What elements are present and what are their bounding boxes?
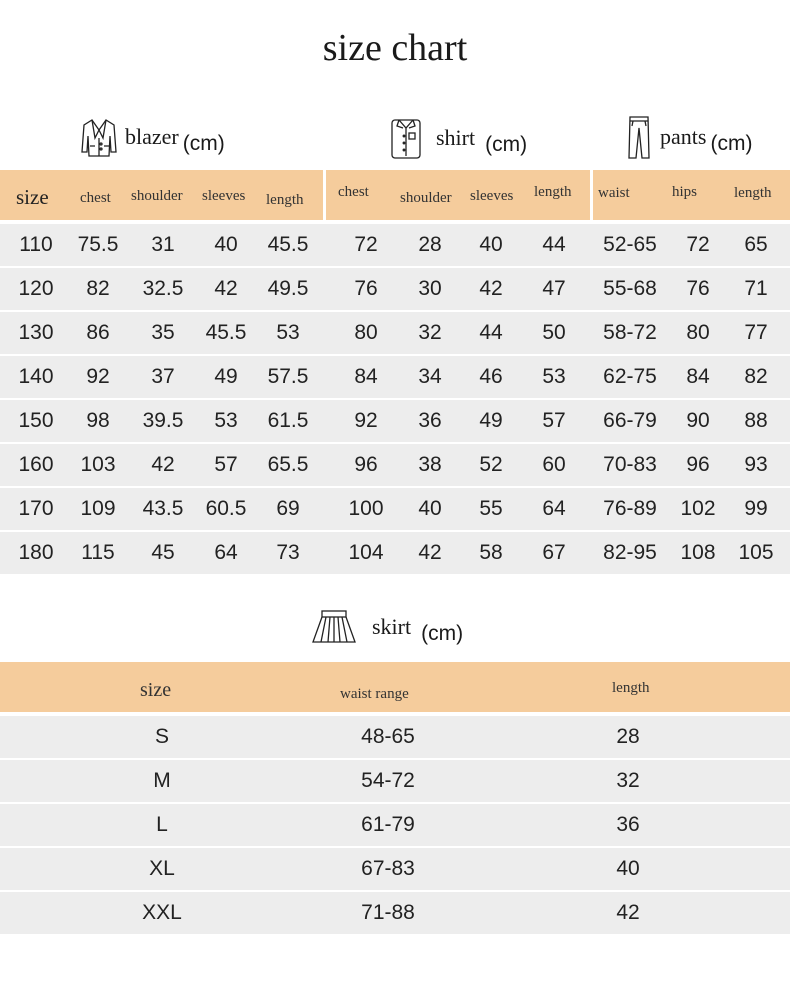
value-cell: 73 <box>276 541 300 564</box>
table-row <box>0 224 790 266</box>
value-cell: 44 <box>542 233 566 256</box>
value-cell: 36 <box>418 409 442 432</box>
value-cell: 62-75 <box>603 365 657 388</box>
value-cell: 61.5 <box>267 409 309 432</box>
value-cell: 49.5 <box>267 277 309 300</box>
blazer-icon <box>78 116 120 158</box>
value-cell: 52 <box>479 453 503 476</box>
skirt-value-cell: 42 <box>616 901 640 924</box>
table-row <box>0 488 790 530</box>
value-cell: 28 <box>418 233 442 256</box>
value-cell: 64 <box>214 541 238 564</box>
skirt-value-cell: 36 <box>616 813 640 836</box>
value-cell: 57 <box>214 453 238 476</box>
header-shirt-shoulder: shoulder <box>400 190 452 206</box>
value-cell: 38 <box>418 453 442 476</box>
value-cell: 96 <box>686 453 710 476</box>
shirt-label: shirt <box>436 125 476 150</box>
value-cell: 44 <box>479 321 503 344</box>
value-cell: 64 <box>542 497 566 520</box>
value-cell: 69 <box>276 497 300 520</box>
value-cell: 108 <box>680 541 716 564</box>
value-cell: 47 <box>542 277 566 300</box>
value-cell: 82 <box>86 277 110 300</box>
skirt-value-cell: 28 <box>616 725 640 748</box>
value-cell: 42 <box>479 277 503 300</box>
skirt-value-cell: 67-83 <box>361 857 415 880</box>
header-blazer-chest: chest <box>80 190 111 206</box>
value-cell: 77 <box>744 321 768 344</box>
size-cell: 140 <box>18 365 54 388</box>
value-cell: 40 <box>214 233 238 256</box>
size-cell: 120 <box>18 277 54 300</box>
value-cell: 60 <box>542 453 566 476</box>
value-cell: 39.5 <box>142 409 184 432</box>
value-cell: 34 <box>418 365 442 388</box>
value-cell: 43.5 <box>142 497 184 520</box>
value-cell: 76 <box>686 277 710 300</box>
skirt-value-cell: 54-72 <box>361 769 415 792</box>
value-cell: 60.5 <box>205 497 247 520</box>
value-cell: 102 <box>680 497 716 520</box>
skirt-unit: (cm) <box>421 622 464 645</box>
value-cell: 46 <box>479 365 503 388</box>
value-cell: 84 <box>686 365 710 388</box>
shirt-icon <box>386 116 426 160</box>
skirt-size-cell: XL <box>149 857 175 880</box>
skirt-value-cell: 32 <box>616 769 640 792</box>
size-cell: 160 <box>18 453 54 476</box>
size-cell: 170 <box>18 497 54 520</box>
value-cell: 50 <box>542 321 566 344</box>
value-cell: 72 <box>686 233 710 256</box>
table-row <box>0 444 790 486</box>
value-cell: 55 <box>479 497 503 520</box>
value-cell: 52-65 <box>603 233 657 256</box>
skirt-size-cell: M <box>153 769 171 792</box>
skirt-header-length: length <box>612 680 650 696</box>
skirt-label: skirt <box>372 614 412 639</box>
value-cell: 82-95 <box>603 541 657 564</box>
value-cell: 92 <box>86 365 110 388</box>
header-size: size <box>16 185 49 209</box>
value-cell: 65 <box>744 233 768 256</box>
value-cell: 57 <box>542 409 566 432</box>
value-cell: 86 <box>86 321 110 344</box>
skirt-row <box>0 804 790 846</box>
value-cell: 109 <box>80 497 116 520</box>
value-cell: 30 <box>418 277 442 300</box>
value-cell: 115 <box>81 541 115 564</box>
shirt-section-title <box>386 116 527 160</box>
skirt-value-cell: 40 <box>616 857 640 880</box>
value-cell: 100 <box>348 497 384 520</box>
header-blazer-sleeves: sleeves <box>202 188 246 204</box>
value-cell: 67 <box>542 541 566 564</box>
value-cell: 76 <box>354 277 378 300</box>
value-cell: 84 <box>354 365 378 388</box>
value-cell: 104 <box>348 541 384 564</box>
value-cell: 96 <box>354 453 378 476</box>
value-cell: 40 <box>418 497 442 520</box>
value-cell: 92 <box>354 409 378 432</box>
skirt-value-cell: 71-88 <box>361 901 415 924</box>
value-cell: 57.5 <box>267 365 309 388</box>
pants-section-title <box>626 114 752 160</box>
value-cell: 82 <box>744 365 768 388</box>
value-cell: 58 <box>479 541 503 564</box>
value-cell: 66-79 <box>603 409 657 432</box>
skirt-value-cell: 61-79 <box>361 813 415 836</box>
skirt-row <box>0 716 790 758</box>
value-cell: 42 <box>151 453 175 476</box>
value-cell: 71 <box>744 277 768 300</box>
value-cell: 70-83 <box>603 453 657 476</box>
header-blazer-shoulder: shoulder <box>131 188 183 204</box>
size-cell: 130 <box>18 321 54 344</box>
value-cell: 80 <box>354 321 378 344</box>
header-pants-length: length <box>734 185 772 201</box>
skirt-header-size: size <box>140 679 172 701</box>
blazer-section-title <box>78 116 225 158</box>
header-blazer-length: length <box>266 192 304 208</box>
header-pants-hips: hips <box>672 184 698 200</box>
value-cell: 45.5 <box>267 233 309 256</box>
value-cell: 98 <box>86 409 110 432</box>
value-cell: 103 <box>80 453 116 476</box>
header-shirt-chest: chest <box>338 184 369 200</box>
header-pants-waist: waist <box>598 185 630 201</box>
value-cell: 45 <box>151 541 175 564</box>
skirt-row <box>0 848 790 890</box>
value-cell: 80 <box>686 321 710 344</box>
skirt-row <box>0 760 790 802</box>
value-cell: 53 <box>276 321 300 344</box>
value-cell: 93 <box>744 453 768 476</box>
blazer-label: blazer <box>125 124 179 149</box>
value-cell: 105 <box>738 541 774 564</box>
value-cell: 53 <box>214 409 238 432</box>
value-cell: 72 <box>354 233 378 256</box>
skirt-icon <box>310 608 358 646</box>
size-cell: 150 <box>18 409 54 432</box>
skirt-size-cell: S <box>154 725 169 748</box>
table-row <box>0 400 790 442</box>
table-row <box>0 268 790 310</box>
value-cell: 32 <box>418 321 442 344</box>
header-shirt-sleeves: sleeves <box>470 188 514 204</box>
pants-unit: (cm) <box>710 132 753 155</box>
value-cell: 42 <box>214 277 238 300</box>
table-row <box>0 356 790 398</box>
skirt-header-waist: waist range <box>340 686 409 702</box>
skirt-size-cell: L <box>156 813 168 836</box>
value-cell: 65.5 <box>267 453 309 476</box>
value-cell: 53 <box>542 365 566 388</box>
skirt-size-cell: XXL <box>142 901 182 924</box>
size-cell: 180 <box>18 541 54 564</box>
value-cell: 90 <box>686 409 710 432</box>
value-cell: 55-68 <box>603 277 657 300</box>
value-cell: 76-89 <box>603 497 657 520</box>
value-cell: 49 <box>479 409 503 432</box>
pants-label: pants <box>660 124 707 149</box>
value-cell: 45.5 <box>205 321 247 344</box>
value-cell: 42 <box>418 541 442 564</box>
pants-icon <box>626 114 652 160</box>
value-cell: 37 <box>151 365 175 388</box>
shirt-unit: (cm) <box>485 133 528 156</box>
value-cell: 99 <box>744 497 768 520</box>
value-cell: 31 <box>151 233 175 256</box>
table-row <box>0 532 790 574</box>
value-cell: 75.5 <box>77 233 119 256</box>
value-cell: 58-72 <box>603 321 657 344</box>
value-cell: 35 <box>151 321 175 344</box>
table-row <box>0 312 790 354</box>
value-cell: 88 <box>744 409 768 432</box>
header-shirt-length: length <box>534 184 572 200</box>
blazer-unit: (cm) <box>182 132 225 155</box>
value-cell: 32.5 <box>142 277 184 300</box>
size-cell: 110 <box>19 233 53 256</box>
skirt-section-title <box>310 608 463 646</box>
value-cell: 40 <box>479 233 503 256</box>
skirt-row <box>0 892 790 934</box>
page-title: size chart <box>322 27 468 69</box>
value-cell: 49 <box>214 365 238 388</box>
skirt-value-cell: 48-65 <box>361 725 415 748</box>
